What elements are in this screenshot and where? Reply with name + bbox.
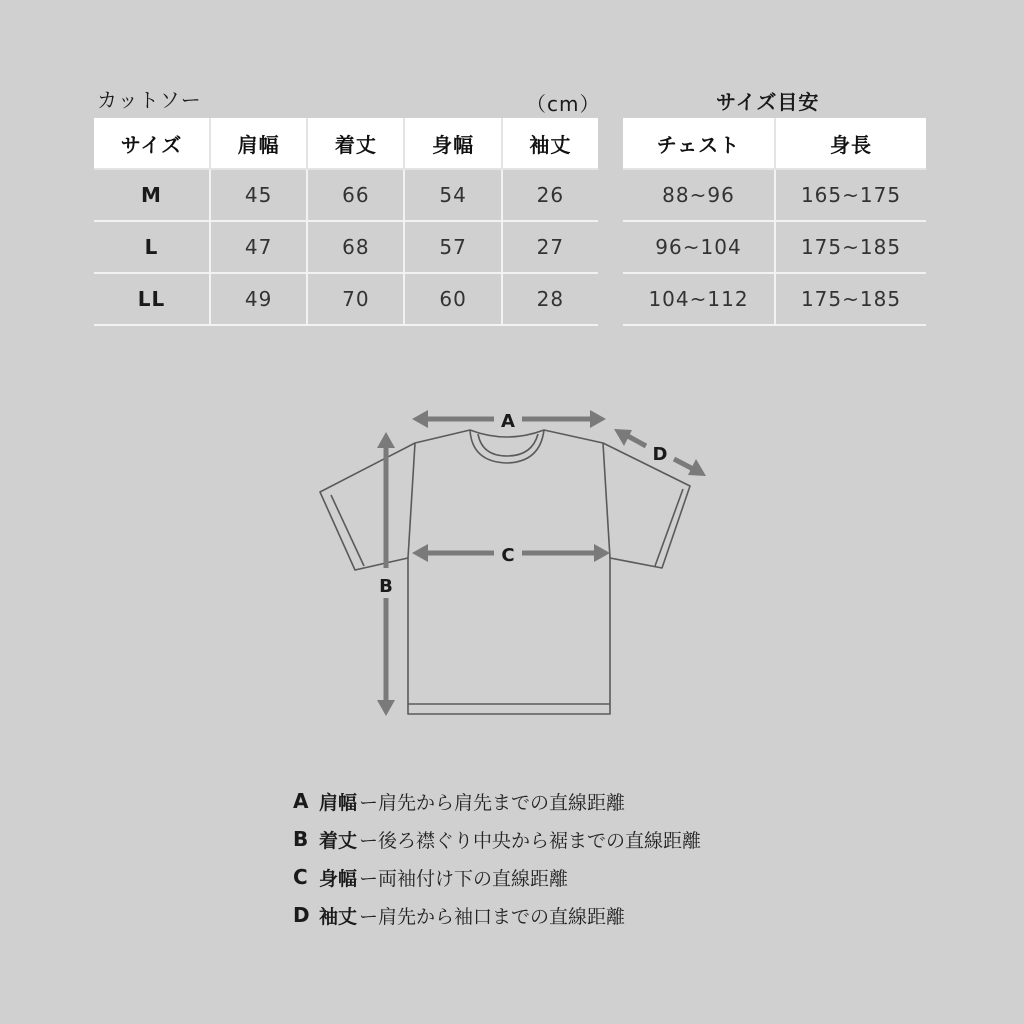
value-cell: 66 [308, 170, 405, 222]
size-table [94, 118, 598, 326]
legend-description: ー肩先から袖口までの直線距離 [359, 905, 626, 928]
legend-key: A [293, 789, 309, 813]
legend-term: 身幅 [319, 867, 358, 890]
diagram-label-c: C [501, 545, 515, 566]
value-cell: 104~112 [623, 274, 776, 326]
size-cell: LL [94, 274, 211, 326]
legend-key: D [293, 903, 310, 927]
legend-key: C [293, 865, 308, 889]
size-cell: M [94, 170, 211, 222]
header-size: サイズ [94, 118, 211, 170]
legend-key: B [293, 827, 309, 851]
size-table-header [94, 118, 598, 170]
table-row [623, 274, 926, 326]
value-cell: 54 [405, 170, 502, 222]
table-row [94, 170, 598, 222]
value-cell: 26 [503, 170, 598, 222]
legend-item [293, 782, 701, 820]
legend-term: 袖丈 [319, 905, 358, 928]
legend-term: 肩幅 [319, 791, 358, 814]
legend-item [293, 858, 701, 896]
arrow-b [377, 432, 395, 716]
header-chest: チェスト [623, 118, 776, 170]
value-cell: 49 [211, 274, 308, 326]
value-cell: 57 [405, 222, 502, 274]
unit-label: （cm） [526, 92, 601, 116]
header-height: 身長 [776, 118, 926, 170]
tshirt-diagram [300, 395, 720, 725]
header-sleeve: 袖丈 [503, 118, 598, 170]
size-cell: L [94, 222, 211, 274]
measurement-legend [293, 782, 701, 934]
diagram-label-b: B [379, 576, 393, 597]
header-chest-width: 身幅 [405, 118, 502, 170]
value-cell: 27 [503, 222, 598, 274]
header-shoulder: 肩幅 [211, 118, 308, 170]
diagram-label-d: D [652, 444, 668, 465]
value-cell: 88~96 [623, 170, 776, 222]
legend-description: ー後ろ襟ぐり中央から裾までの直線距離 [359, 829, 702, 852]
value-cell: 96~104 [623, 222, 776, 274]
legend-term: 着丈 [319, 829, 358, 852]
value-cell: 60 [405, 274, 502, 326]
legend-item [293, 820, 701, 858]
value-cell: 175~185 [776, 274, 926, 326]
guide-table-header [623, 118, 926, 170]
table-row [623, 222, 926, 274]
table-row [94, 274, 598, 326]
value-cell: 70 [308, 274, 405, 326]
value-cell: 28 [503, 274, 598, 326]
table-row [94, 222, 598, 274]
value-cell: 165~175 [776, 170, 926, 222]
legend-description: ー両袖付け下の直線距離 [359, 867, 569, 890]
value-cell: 68 [308, 222, 405, 274]
tshirt-outline [320, 430, 690, 714]
size-guide-table [623, 118, 926, 326]
value-cell: 45 [211, 170, 308, 222]
value-cell: 175~185 [776, 222, 926, 274]
diagram-label-a: A [501, 411, 515, 432]
product-label: カットソー [97, 88, 202, 112]
guide-label: サイズ目安 [716, 90, 820, 114]
value-cell: 47 [211, 222, 308, 274]
table-row [623, 170, 926, 222]
legend-item [293, 896, 701, 934]
header-length: 着丈 [308, 118, 405, 170]
legend-description: ー肩先から肩先までの直線距離 [359, 791, 626, 814]
